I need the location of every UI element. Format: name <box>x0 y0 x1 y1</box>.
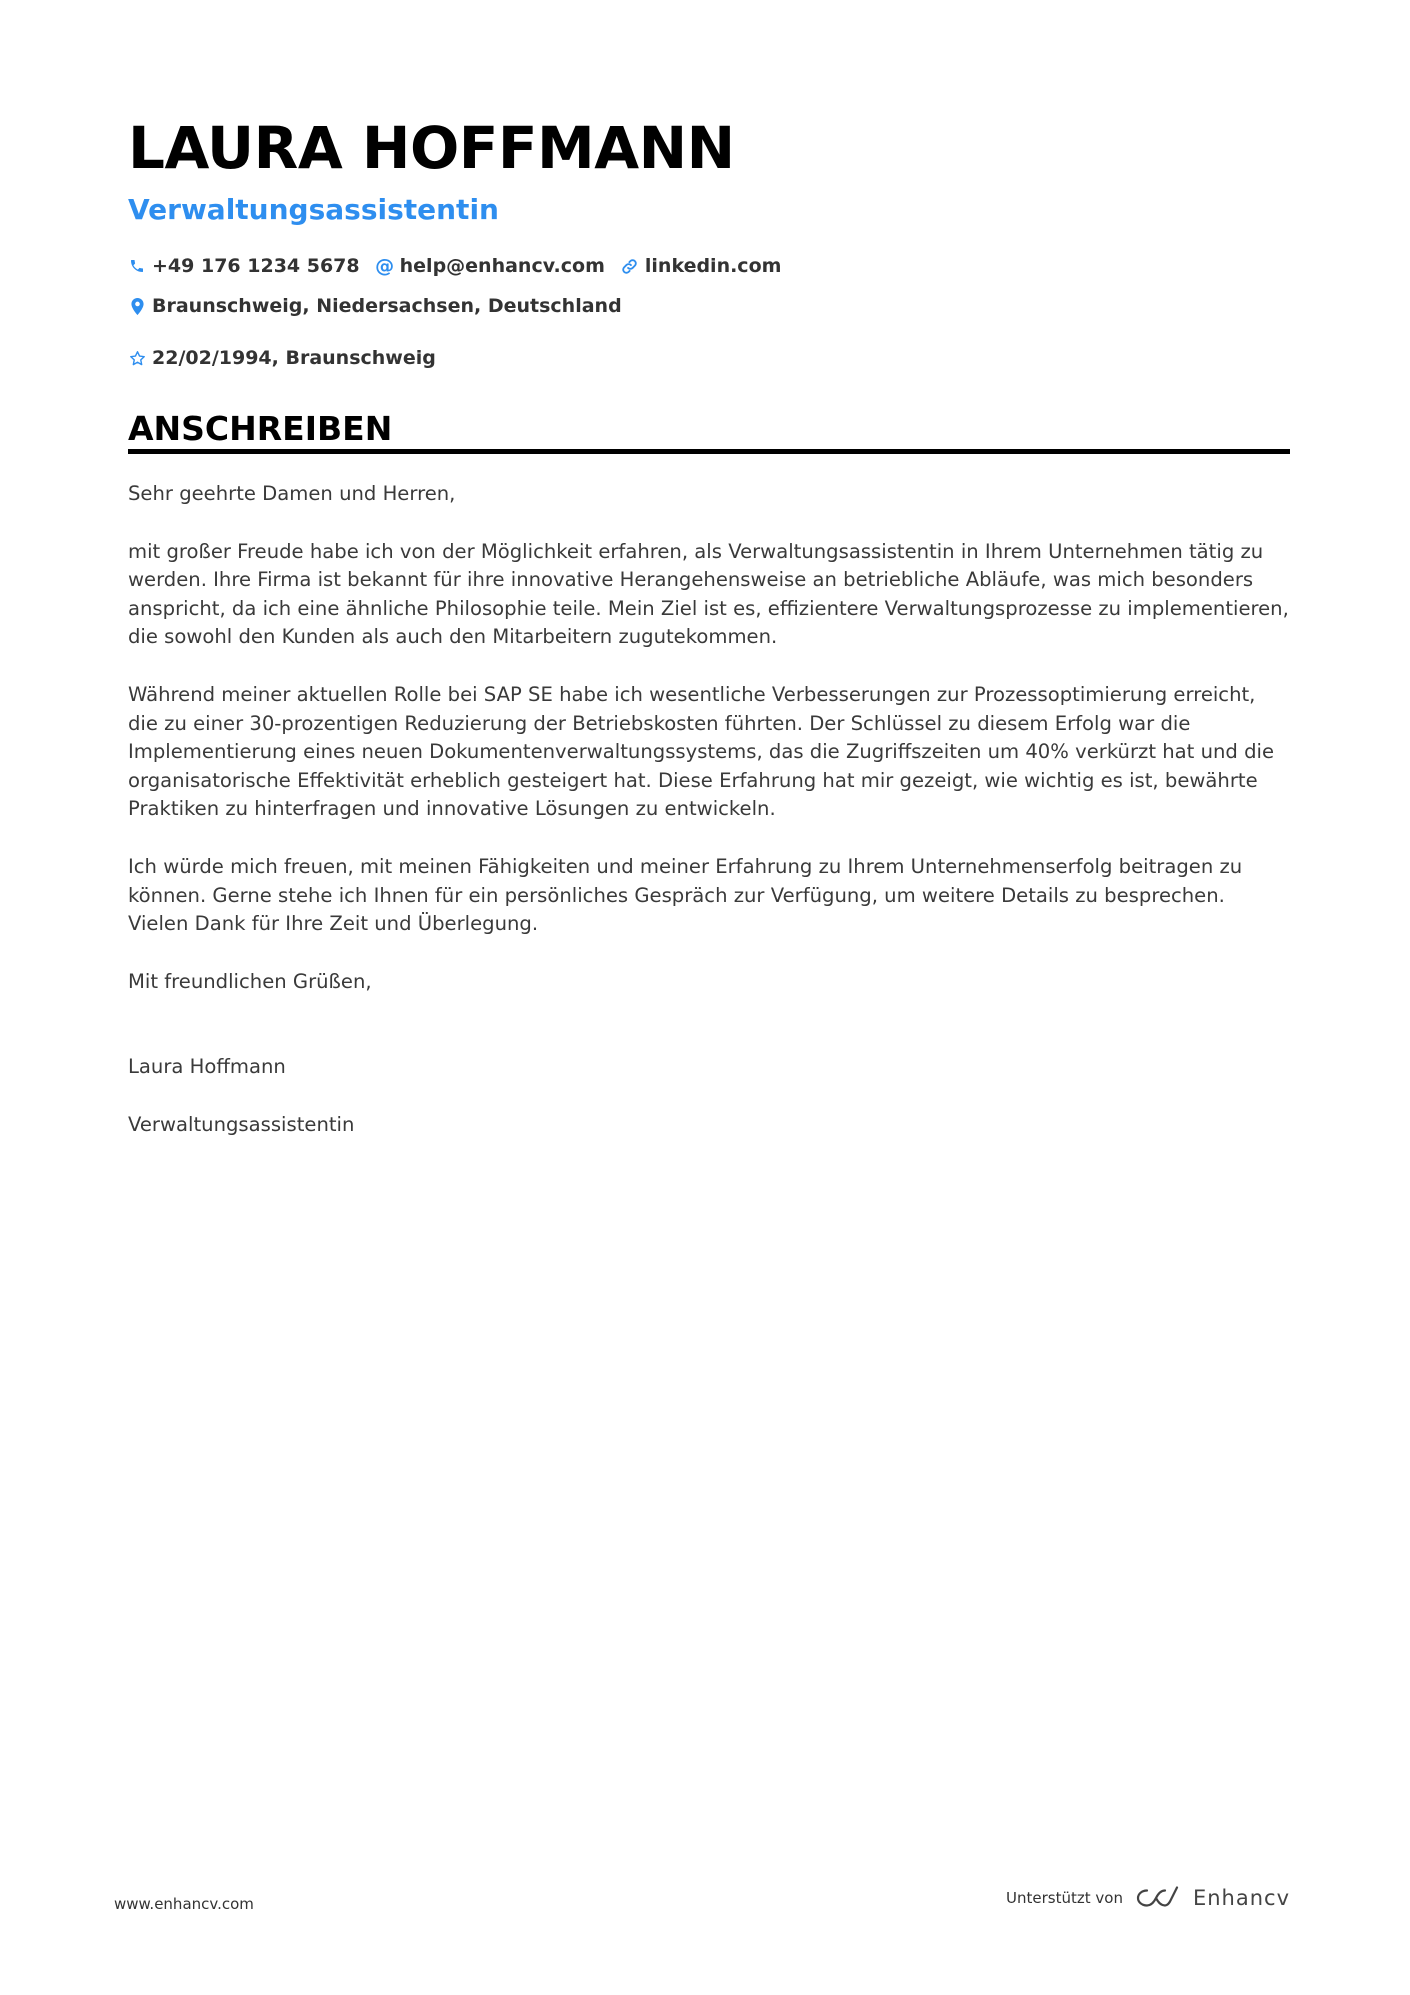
section-title: ANSCHREIBEN <box>128 409 393 448</box>
location-icon <box>128 297 146 315</box>
link-icon <box>621 257 639 275</box>
footer-branding[interactable] <box>1006 1884 1290 1912</box>
powered-by-label: Unterstützt von <box>1006 1889 1123 1907</box>
contact-birth <box>128 344 436 372</box>
phone-icon <box>128 257 146 275</box>
contact-linkedin[interactable] <box>621 252 782 280</box>
star-icon <box>128 349 146 367</box>
contact-phone-text: +49 176 1234 5678 <box>152 255 360 277</box>
contact-location-text: Braunschweig, Niedersachsen, Deutschland <box>152 295 622 317</box>
contact-linkedin-text: linkedin.com <box>644 255 782 277</box>
signature-title: Verwaltungsassistentin <box>128 1112 355 1136</box>
letter-paragraph: mit großer Freude habe ich von der Möglichkeit erfahren, als Verwaltungsassistentin in Ihrem Unternehmen tätig zu werden. Ihre Firma ist bekannt für ihre innovative Herangehensweise an betriebliche Abläufe, was mich besonders anspricht, da ich eine ähnliche Philosophie teile. Mein Ziel ist es, effizientere Verwaltungsprozesse zu implementieren, die sowohl den Kunden als auch den Mitarbeitern zugutekommen. <box>128 539 1289 649</box>
letter-salutation: Sehr geehrte Damen und Herren, <box>128 482 456 505</box>
contact-email[interactable] <box>376 252 605 280</box>
contact-info <box>128 252 1290 372</box>
letter-paragraph: Ich würde mich freuen, mit meinen Fähigkeiten und meiner Erfahrung zu Ihrem Unternehmenserfolg beitragen zu können. Gerne stehe ich Ihnen für ein persönliches Gespräch zur Verfügung, um weitere Details zu besprechen. Vielen Dank für Ihre Zeit und Überlegung. <box>128 854 1243 936</box>
letter-closing: Mit freundlichen Grüßen, <box>128 969 372 993</box>
contact-birth-text: 22/02/1994, Braunschweig <box>152 347 436 369</box>
letter-paragraph: Während meiner aktuellen Rolle bei SAP SE habe ich wesentliche Verbesserungen zur Prozessoptimierung erreicht, die zu einer 30-prozentigen Reduzierung der Betriebskosten führten. Der Schlüssel zu diesem Erfolg war die Implementierung eines neuen Dokumentenverwaltungssystems, das die Zugriffszeiten um 40% verkürzt hat und die organisatorische Effektivität erheblich gesteigert hat. Diese Erfahrung hat mir gezeigt, wie wichtig es ist, bewährte Praktiken zu hinterfragen und innovative Lösungen zu entwickeln. <box>128 682 1275 821</box>
contact-email-text: help@enhancv.com <box>399 255 605 277</box>
contact-location <box>128 292 622 320</box>
enhancv-logo-icon <box>1135 1885 1181 1911</box>
signature-name: Laura Hoffmann <box>128 1055 286 1079</box>
letter-body <box>128 480 1290 1169</box>
applicant-role: Verwaltungsassistentin <box>128 193 499 226</box>
footer-website-link[interactable]: www.enhancv.com <box>114 1895 254 1913</box>
at-icon: @ <box>375 255 395 277</box>
contact-phone[interactable] <box>128 252 360 280</box>
brand-name: Enhancv <box>1192 1886 1290 1910</box>
section-divider <box>128 449 1290 454</box>
applicant-name: LAURA HOFFMANN <box>128 114 735 182</box>
